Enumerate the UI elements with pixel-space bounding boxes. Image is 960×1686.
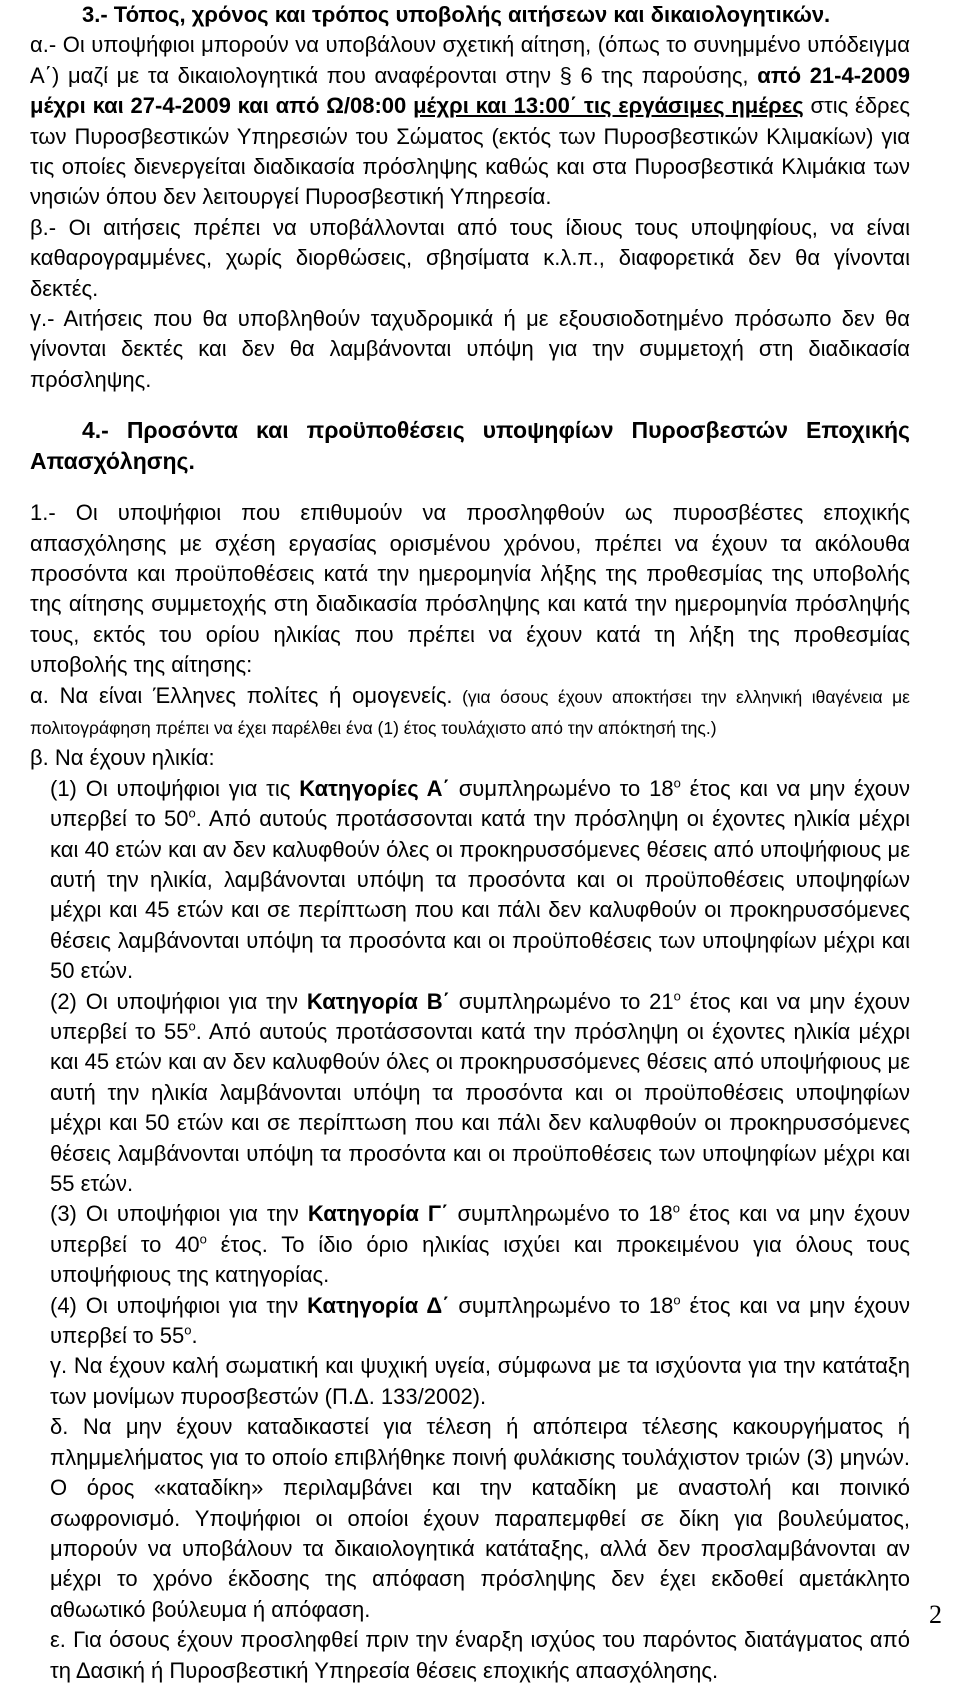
section-3-item-a-hours: μέχρι και 13:00΄ τις εργάσιμες ημέρες [413,93,804,119]
section-3-item-c: γ.- Αιτήσεις που θα υποβληθούν ταχυδρομικά ή με εξουσιοδοτημένο πρόσωπο δεν θα γίνονται δεκτές και δεν θα λαμβάνονται υπόψη για την συμμετοχή στη διαδικασία πρόσληψης. [30,306,910,392]
section-3-item-a-dates: από 21-4-2009 μέχρι και 27-4-2009 και από Ω/08:00 [30,62,910,119]
category-d-rest: . [191,1323,198,1349]
category-a-label: Κατηγορίες Α΄ [299,775,450,801]
category-b-sup2: ο [188,1018,196,1034]
category-c-mid1: συμπληρωμένο το 18 [448,1201,673,1227]
section-4-title-line2: Απασχόλησης. [30,447,195,474]
section-3-item-a-text1: α.- Οι υποψήφιοι μπορούν να υποβάλουν σχετική αίτηση, (όπως το συνημμένο υπόδειγμα Α΄) μαζί με τα δικαιολογητικά που αναφέρονται στην § 6 της παρούσης, [30,32,910,88]
category-d-sup2: ο [184,1322,192,1338]
section-3-item-a [30,30,910,212]
category-b-sup1: ο [673,988,681,1004]
category-a-sup2: ο [188,805,196,821]
section-4-item-e: ε. Για όσους έχουν προσληφθεί πριν την έναρξη ισχύος του παρόντος διατάγματος από τη Δασική ή Πυροσβεστική Υπηρεσία θέσεις εποχικής απασχόλησης. [50,1627,910,1683]
page-number: 2 [929,1600,942,1629]
category-d-age [30,1291,910,1352]
section-4-item-a-note: (για όσους έχουν αποκτήσει την ελληνική ιθαγένεια με πολιτογράφηση πρέπει να έχει παρέλθει ένα (1) έτος τουλάχιστο από την απόκτησή της.) [30,686,910,738]
section-3-item-b: β.- Οι αιτήσεις πρέπει να υποβάλλονται από τους ίδιους τους υποψηφίους, να είναι καθαρογραμμένες, χωρίς διορθώσεις, σβησίματα κ.λ.π., διαφορετικά δεν θα γίνονται δεκτές. [30,214,910,301]
section-4-item-a-main: α. Να είναι Έλληνες πολίτες ή ομογενείς. [30,682,453,708]
category-d-sup1: ο [673,1292,681,1308]
category-b-mid1: συμπληρωμένο το 21 [449,988,674,1014]
section-4-item-c: γ. Να έχουν καλή σωματική και ψυχική υγεία, σύμφωνα με τα ισχύοντα για την κατάταξη των μονίμων πυροσβεστών (Π.Δ. 133/2002). [50,1353,910,1409]
category-d-label: Κατηγορία Δ΄ [307,1292,450,1318]
category-d-pre: (4) Οι υποψήφιοι για την [50,1292,308,1318]
category-b-mid2: έτος και να μην έχουν υπερβεί το 55 [50,988,910,1044]
category-d-mid1: συμπληρωμένο το 18 [449,1292,674,1318]
category-c-sup1: ο [672,1201,680,1217]
category-c-sup2: ο [199,1231,207,1247]
category-a-mid1: συμπληρωμένο το 18 [449,775,674,801]
category-a-sup1: ο [673,775,681,791]
category-a-mid2: έτος και να μην έχουν υπερβεί το 50 [50,775,911,832]
category-b-age [30,987,910,1200]
document-body [30,0,910,1686]
category-c-pre: (3) Οι υποψήφιοι για την [50,1201,308,1227]
category-a-rest: . Από αυτούς προτάσσονται κατά την πρόσληψη οι έχοντες ηλικία μέχρι και 40 ετών και αν δεν καλυφθούν όλες οι προκηρυσσόμενες θέσεις από υποψήφιους με αυτή την ηλικία, λαμβάνονται υπόψη τα προσόντα και οι προϋποθέσεις υποψηφίων μέχρι και 45 ετών και σε περίπτωση που και πάλι δεν καλυφθούν οι προκηρυσσόμενες θέσεις λαμβάνονται υπόψη τα προσόντα και οι προϋποθέσεις των υποψηφίων μέχρι και 50 ετών. [50,806,910,984]
category-c-mid2: έτος και να μην έχουν υπερβεί το 40 [50,1201,911,1257]
category-a-pre: (1) Οι υποψήφιοι για τις [50,775,300,801]
category-c-label: Κατηγορία Γ΄ [307,1201,449,1227]
section-4-item-a [30,681,910,744]
category-a-age [30,774,910,987]
section-4-paragraph-1: 1.- Οι υποψήφιοι που επιθυμούν να προσληφθούν ως πυροσβέστες εποχικής απασχόλησης με σχέση εργασίας ορισμένου χρόνου, πρέπει να έχουν τα ακόλουθα προσόντα και προϋποθέσεις κατά την ημερομηνία λήξης της προθεσμίας της υποβολής της αίτησης συμμετοχής στη διαδικασία πρόσληψης και κατά την ημερομηνία πρόσληψής τους, εκτός του ορίου ηλικίας που πρέπει να έχουν κατά τη λήξη της προθεσμίας υποβολής της αίτησης: [30,500,910,678]
section-3-item-a-text2: στις έδρες των Πυροσβεστικών Υπηρεσιών του Σώματος (εκτός των Πυροσβεστικών Κλιμακίων) για τις οποίες διενεργείται διαδικασία πρόσληψης καθώς και στα Πυροσβεστικά Κλιμάκια των νησιών όπου δεν λειτουργεί Πυροσβεστική Υπηρεσία. [30,93,910,210]
category-b-pre: (2) Οι υποψήφιοι για την [50,988,307,1014]
category-c-age [30,1199,910,1290]
category-d-mid2: έτος και να μην έχουν υπερβεί το 55 [50,1292,911,1349]
section-3-title: 3.- Τόπος, χρόνος και τρόπος υποβολής αιτήσεων και δικαιολογητικών. [82,2,831,27]
section-4-item-d: δ. Να μην έχουν καταδικαστεί για τέλεση ή απόπειρα τέλεσης κακουργήματος ή πλημμελήματος για το οποίο επιβλήθηκε ποινή φυλάκισης τουλάχιστον τριών (3) μηνών. Ο όρος «καταδίκη» περιλαμβάνει και την καταδίκη με αναστολή και ποινικό σωφρονισμό. Υποψήφιοι οι οποίοι έχουν παραπεμφθεί σε δίκη για βουλεύματος, μπορούν να υποβάλουν τα δικαιολογητικά κατάταξης, αλλά δεν προσλαμβάνονται αν μέχρι το χρόνο έκδοσης της απόφαση πρόσληψης δεν έχει εκδοθεί αμετάκλητο αθωωτικό βούλευμα ή απόφαση. [50,1414,910,1622]
category-c-rest: έτος. Το ίδιο όριο ηλικίας ισχύει και προκειμένου για όλους τους υποψήφιους της κατηγορίας. [50,1231,910,1288]
section-4-title-line1: 4.- Προσόντα και προϋποθέσεις υποψηφίων Πυροσβεστών Εποχικής [82,417,910,444]
category-b-label: Κατηγορία Β΄ [306,988,450,1014]
category-b-rest: . Από αυτούς προτάσσονται κατά την πρόσληψη οι έχοντες ηλικία μέχρι και 45 ετών και αν δεν καλυφθούν όλες οι προκηρυσσόμενες θέσεις από υποψήφιους με αυτή την ηλικία λαμβάνονται υπόψη τα προσόντα και οι προϋποθέσεις υποψηφίων μέχρι και 50 ετών και σε περίπτωση που και πάλι δεν καλυφθούν οι προκηρυσσόμενες θέσεις λαμβάνονται υπόψη τα προσόντα και οι προϋποθέσεις των υποψηφίων μέχρι και 55 ετών. [50,1019,910,1197]
section-4-item-b-heading: β. Να έχουν ηλικία: [30,745,215,771]
